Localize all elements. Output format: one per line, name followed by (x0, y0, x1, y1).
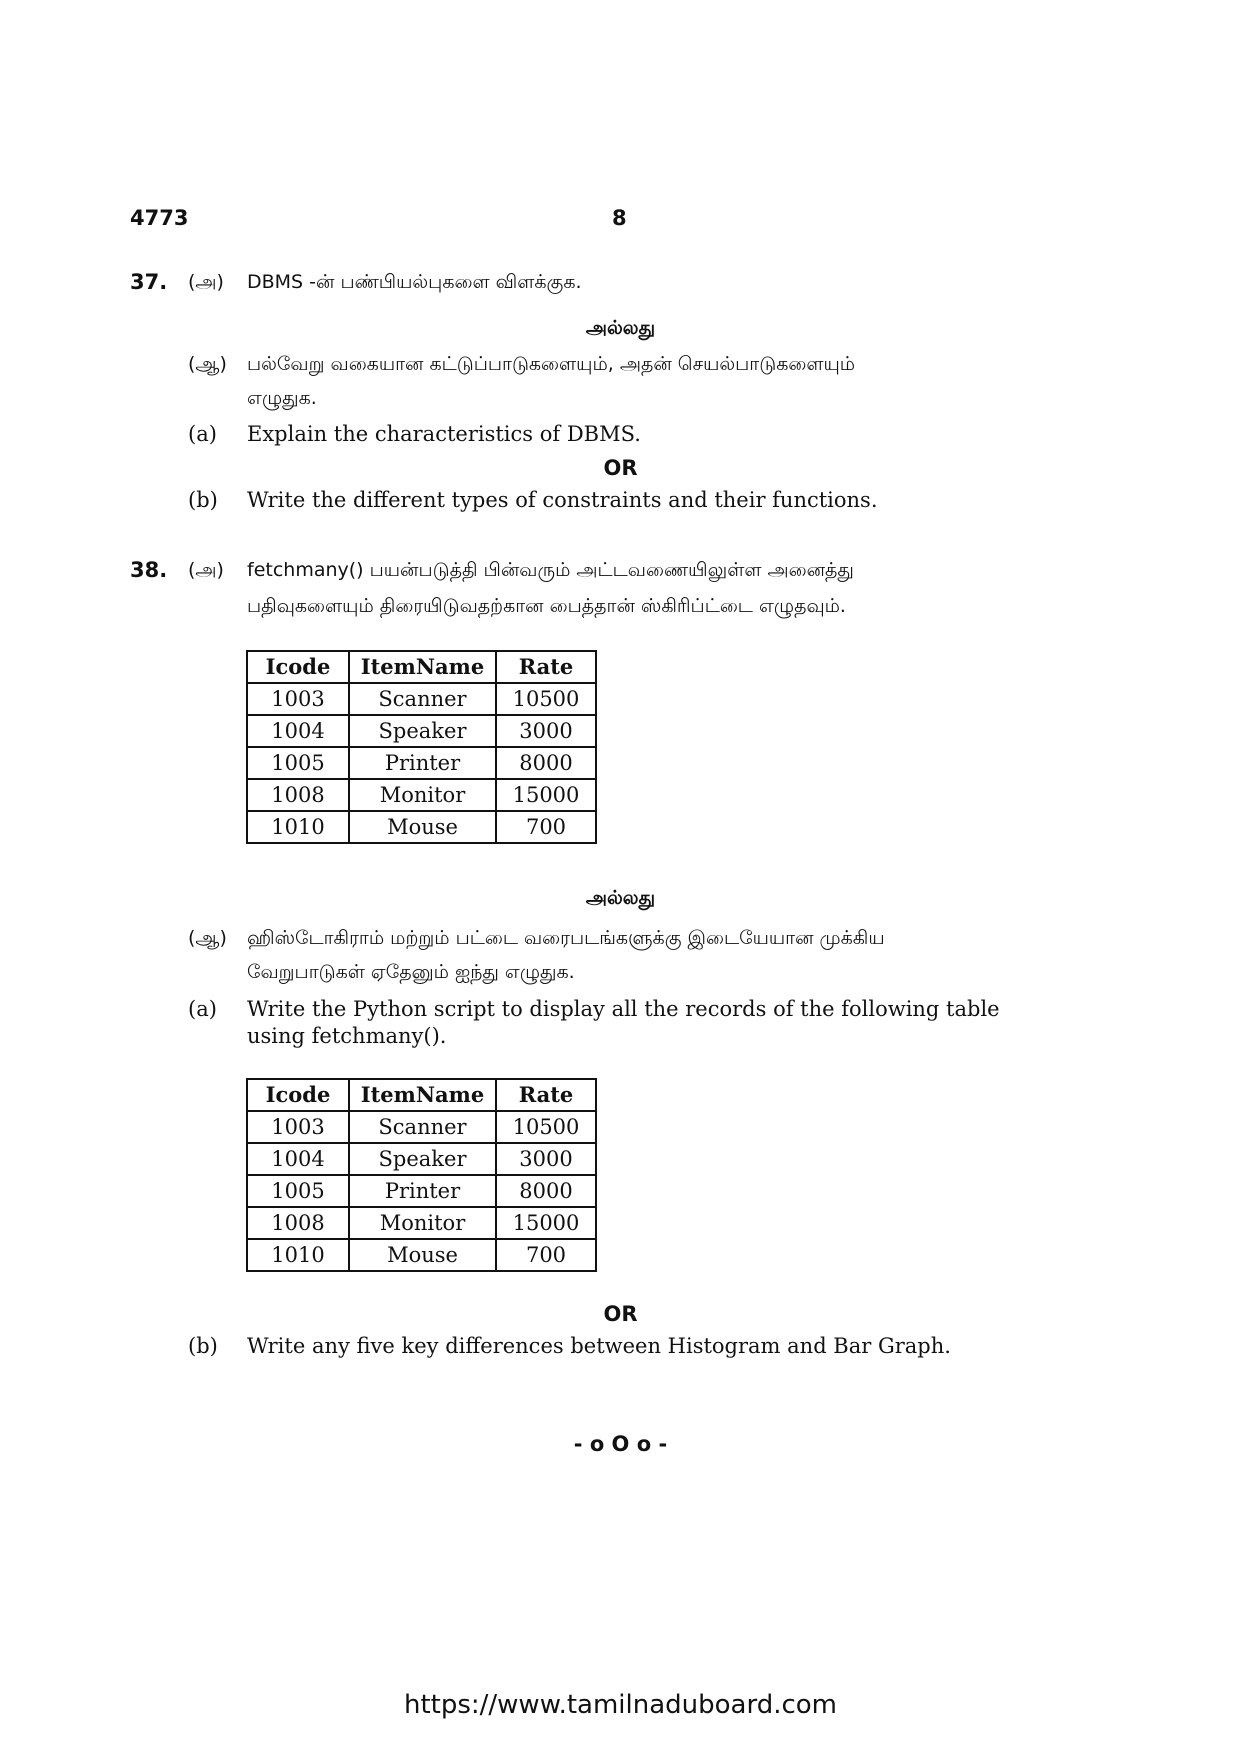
q38-b-marker-en: (b) (188, 1334, 218, 1358)
q37-b-marker-ta: (ஆ) (188, 353, 227, 375)
cell-icode: 1003 (247, 1111, 349, 1143)
q37-or-en: OR (603, 456, 638, 480)
table-row (247, 747, 596, 779)
cell-rate: 700 (496, 811, 596, 843)
cell-itemname: Printer (349, 747, 496, 779)
q38-a-text-ta-2: பதிவுகளையும் திரையிடுவதற்கான பைத்தான் ஸ்கிரிப்ட்டை எழுதவும். (247, 595, 846, 617)
q38-or-en: OR (603, 1302, 638, 1326)
table-row (247, 1111, 596, 1143)
cell-itemname: Mouse (349, 811, 496, 843)
cell-rate: 8000 (496, 747, 596, 779)
cell-itemname: Speaker (349, 715, 496, 747)
cell-icode: 1005 (247, 1175, 349, 1207)
cell-rate: 15000 (496, 779, 596, 811)
q37-b-marker-en: (b) (188, 488, 218, 512)
col-itemname: ItemName (349, 1079, 496, 1111)
paper-code: 4773 (130, 206, 189, 230)
cell-icode: 1008 (247, 779, 349, 811)
q38-a-text-en-1: Write the Python script to display all the records of the following table (247, 997, 1000, 1021)
col-rate: Rate (496, 1079, 596, 1111)
cell-itemname: Scanner (349, 1111, 496, 1143)
cell-icode: 1004 (247, 1143, 349, 1175)
q38-a-marker-en: (a) (188, 997, 217, 1021)
q37-number: 37. (130, 270, 168, 294)
table-row (247, 683, 596, 715)
col-rate: Rate (496, 651, 596, 683)
col-icode: Icode (247, 651, 349, 683)
table-row (247, 811, 596, 843)
cell-itemname: Mouse (349, 1239, 496, 1271)
items-table-en (246, 1078, 597, 1272)
q37-a-text-ta: DBMS -ன் பண்பியல்புகளை விளக்குக. (247, 271, 582, 293)
table-row (247, 1239, 596, 1271)
q37-b-text-en: Write the different types of constraints and their functions. (247, 488, 878, 512)
q38-a-marker-ta: (அ) (188, 559, 224, 581)
q38-b-text-en: Write any five key differences between Histogram and Bar Graph. (247, 1334, 951, 1358)
cell-icode: 1004 (247, 715, 349, 747)
cell-rate: 8000 (496, 1175, 596, 1207)
q38-a-text-en-2: using fetchmany(). (247, 1024, 447, 1048)
cell-icode: 1008 (247, 1207, 349, 1239)
table-row (247, 1143, 596, 1175)
q37-or-ta: அல்லது (585, 317, 656, 339)
q38-b-text-ta-2: வேறுபாடுகள் ஏதேனும் ஐந்து எழுதுக. (247, 961, 575, 983)
table-header-row (247, 1079, 596, 1111)
q38-b-marker-ta: (ஆ) (188, 927, 227, 949)
cell-rate: 15000 (496, 1207, 596, 1239)
items-table-ta (246, 650, 597, 844)
cell-itemname: Scanner (349, 683, 496, 715)
q37-a-marker-ta: (அ) (188, 271, 224, 293)
page-number: 8 (612, 206, 627, 230)
q38-b-text-ta-1: ஹிஸ்டோகிராம் மற்றும் பட்டை வரைபடங்களுக்கு இடையேயான முக்கிய (247, 927, 885, 949)
q38-or-ta: அல்லது (585, 887, 656, 909)
col-icode: Icode (247, 1079, 349, 1111)
cell-rate: 700 (496, 1239, 596, 1271)
cell-icode: 1003 (247, 683, 349, 715)
cell-rate: 10500 (496, 1111, 596, 1143)
q38-number: 38. (130, 558, 168, 582)
table-header-row (247, 651, 596, 683)
website-url[interactable]: https://www.tamilnaduboard.com (403, 1690, 838, 1720)
q37-b-text-ta-1: பல்வேறு வகையான கட்டுப்பாடுகளையும், அதன் செயல்பாடுகளையும் (247, 353, 856, 375)
cell-icode: 1010 (247, 811, 349, 843)
cell-icode: 1005 (247, 747, 349, 779)
q37-a-marker-en: (a) (188, 422, 217, 446)
end-mark: - o O o - (573, 1432, 668, 1456)
table-row (247, 715, 596, 747)
col-itemname: ItemName (349, 651, 496, 683)
cell-itemname: Printer (349, 1175, 496, 1207)
cell-rate: 3000 (496, 1143, 596, 1175)
table-row (247, 1207, 596, 1239)
q38-a-text-ta-1: fetchmany() பயன்படுத்தி பின்வரும் அட்டவணையிலுள்ள அனைத்து (247, 559, 854, 581)
cell-itemname: Monitor (349, 1207, 496, 1239)
table-row (247, 779, 596, 811)
cell-itemname: Monitor (349, 779, 496, 811)
table-row (247, 1175, 596, 1207)
cell-rate: 3000 (496, 715, 596, 747)
cell-icode: 1010 (247, 1239, 349, 1271)
cell-itemname: Speaker (349, 1143, 496, 1175)
q37-a-text-en: Explain the characteristics of DBMS. (247, 422, 641, 446)
q37-b-text-ta-2: எழுதுக. (247, 387, 317, 409)
cell-rate: 10500 (496, 683, 596, 715)
